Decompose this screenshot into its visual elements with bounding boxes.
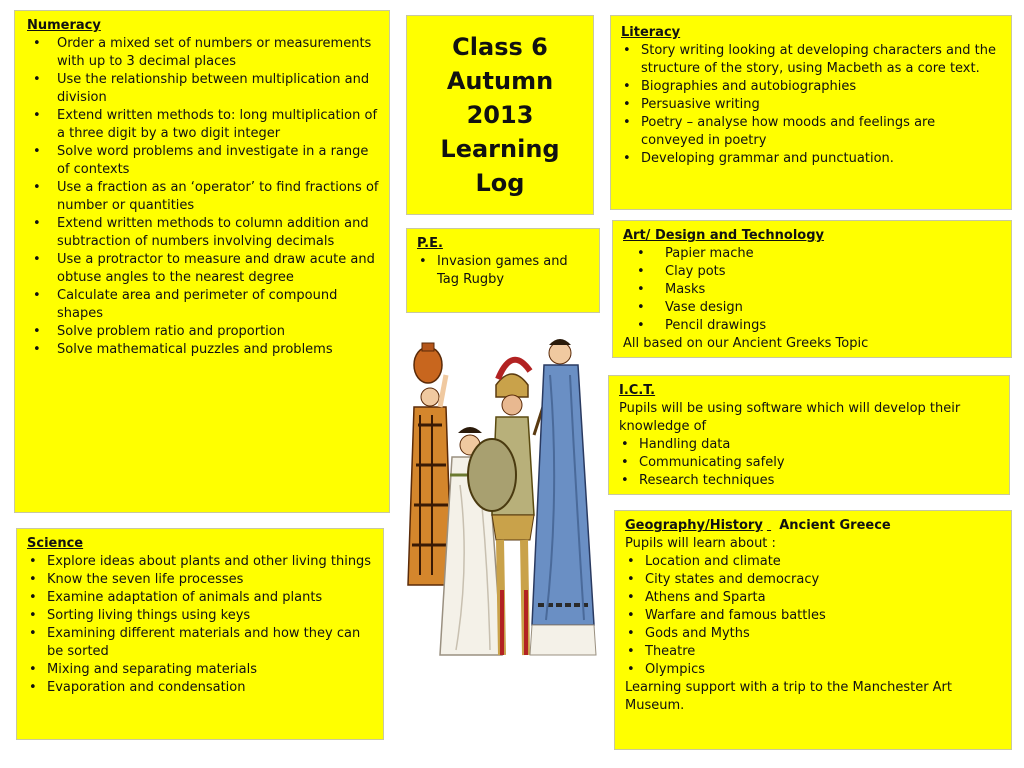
literacy-panel bbox=[610, 15, 1012, 210]
list-item: • Solve mathematical puzzles and problems bbox=[27, 341, 381, 359]
geography-subheading: Ancient Greece bbox=[779, 518, 891, 533]
list-item: • Solve word problems and investigate in a range of contexts bbox=[27, 143, 381, 179]
list-item: • Olympics bbox=[625, 661, 1001, 679]
list-item: • Use the relationship between multiplication and division bbox=[27, 71, 381, 107]
list-item: • Developing grammar and punctuation. bbox=[621, 150, 1001, 168]
list-item: • Examining different materials and how they can be sorted bbox=[27, 625, 373, 661]
list-item: • Evaporation and condensation bbox=[27, 679, 373, 697]
list-item: • Extend written methods to column addition and subtraction of numbers involving decimals bbox=[27, 215, 381, 251]
man-in-blue-figure bbox=[530, 339, 596, 655]
geography-heading-row bbox=[625, 517, 1001, 535]
page-title bbox=[406, 15, 594, 215]
list-item: • Story writing looking at developing characters and the structure of the story, using Macbeth as a core text. bbox=[621, 42, 1001, 78]
list-item: • Mixing and separating materials bbox=[27, 661, 373, 679]
art-heading: Art/ Design and Technology bbox=[623, 228, 824, 243]
title-line: Class 6 bbox=[452, 33, 548, 61]
list-item: • Research techniques bbox=[619, 472, 999, 490]
list-item: • Theatre bbox=[625, 643, 1001, 661]
pe-list bbox=[417, 253, 589, 289]
literacy-list bbox=[621, 42, 1001, 168]
list-item: • Use a protractor to measure and draw acute and obtuse angles to the nearest degree bbox=[27, 251, 381, 287]
list-item: • Solve problem ratio and proportion bbox=[27, 323, 381, 341]
geography-list bbox=[625, 553, 1001, 679]
title-line: Autumn bbox=[446, 67, 554, 95]
list-item: • Pencil drawings bbox=[623, 317, 1001, 335]
list-item: • Athens and Sparta bbox=[625, 589, 1001, 607]
ict-intro: Pupils will be using software which will develop their knowledge of bbox=[619, 401, 961, 434]
list-item: • Extend written methods to: long multiplication of a three digit by a two digit integer bbox=[27, 107, 381, 143]
list-item: • Explore ideas about plants and other living things bbox=[27, 553, 373, 571]
numeracy-heading: Numeracy bbox=[27, 18, 101, 33]
list-item: • Sorting living things using keys bbox=[27, 607, 373, 625]
list-item: • Clay pots bbox=[623, 263, 1001, 281]
list-item: • Examine adaptation of animals and plants bbox=[27, 589, 373, 607]
list-item: • Handling data bbox=[619, 436, 999, 454]
ict-list bbox=[619, 436, 999, 490]
ict-heading: I.C.T. bbox=[619, 383, 656, 398]
list-item: • Communicating safely bbox=[619, 454, 999, 472]
numeracy-list bbox=[27, 35, 381, 359]
art-footer: All based on our Ancient Greeks Topic bbox=[623, 336, 869, 351]
geography-footer: Learning support with a trip to the Manchester Art Museum. bbox=[625, 680, 952, 713]
literacy-heading: Literacy bbox=[621, 25, 681, 40]
science-heading: Science bbox=[27, 536, 84, 551]
list-item: • Poetry – analyse how moods and feelings are conveyed in poetry bbox=[621, 114, 1001, 150]
title-line: 2013 bbox=[466, 101, 534, 129]
title-line: Learning bbox=[440, 135, 560, 163]
list-item: • Calculate area and perimeter of compound shapes bbox=[27, 287, 381, 323]
list-item: • Persuasive writing bbox=[621, 96, 1001, 114]
list-item: • Gods and Myths bbox=[625, 625, 1001, 643]
title-line: Log bbox=[475, 169, 525, 197]
list-item: • Vase design bbox=[623, 299, 1001, 317]
science-panel bbox=[16, 528, 384, 740]
list-item: • Biographies and autobiographies bbox=[621, 78, 1001, 96]
ancient-greek-figures-illustration bbox=[400, 325, 610, 765]
numeracy-panel bbox=[14, 10, 390, 513]
geography-intro: Pupils will learn about : bbox=[625, 536, 776, 551]
art-panel bbox=[612, 220, 1012, 358]
ict-panel bbox=[608, 375, 1010, 495]
list-item: • Invasion games and Tag Rugby bbox=[417, 253, 589, 289]
pe-heading: P.E. bbox=[417, 236, 443, 251]
list-item: • Know the seven life processes bbox=[27, 571, 373, 589]
list-item: • Location and climate bbox=[625, 553, 1001, 571]
pe-panel bbox=[406, 228, 600, 313]
list-item: • Use a fraction as an ‘operator’ to find fractions of number or quantities bbox=[27, 179, 381, 215]
list-item: • City states and democracy bbox=[625, 571, 1001, 589]
list-item: • Order a mixed set of numbers or measurements with up to 3 decimal places bbox=[27, 35, 381, 71]
geography-panel bbox=[614, 510, 1012, 750]
list-item: • Masks bbox=[623, 281, 1001, 299]
art-list bbox=[623, 245, 1001, 335]
science-list bbox=[27, 553, 373, 697]
geography-heading: Geography/History bbox=[625, 518, 763, 533]
woman-with-jar-figure bbox=[408, 343, 452, 585]
list-item: • Papier mache bbox=[623, 245, 1001, 263]
list-item: • Warfare and famous battles bbox=[625, 607, 1001, 625]
